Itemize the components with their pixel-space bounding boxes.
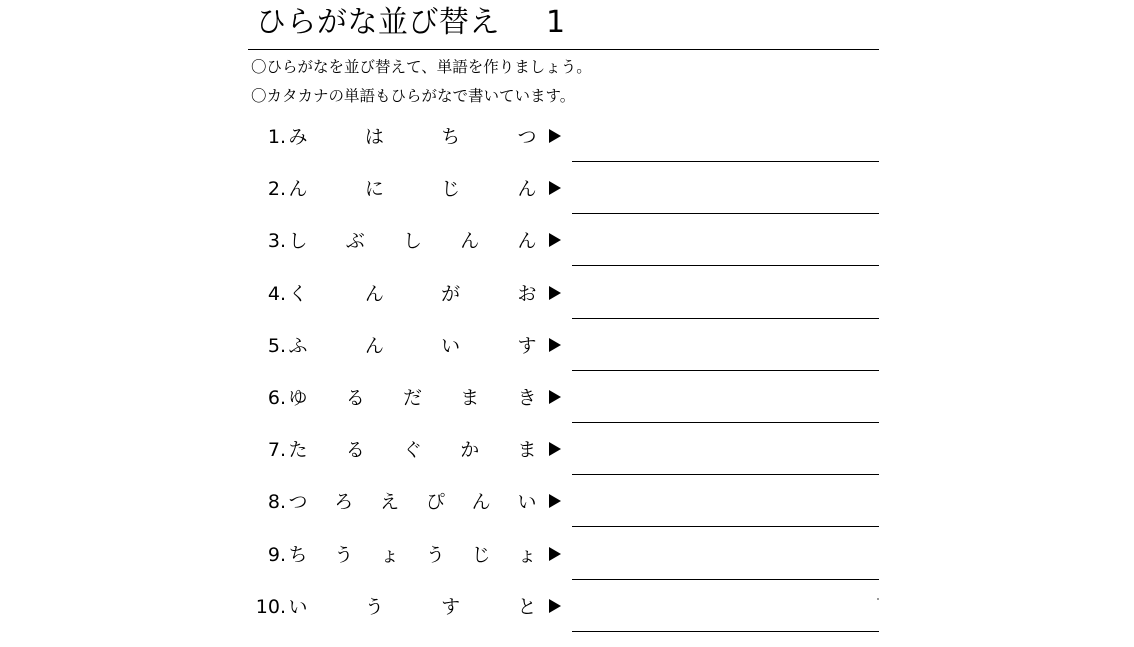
right-triangle-icon (549, 286, 561, 300)
scrambled-character: ょ (380, 543, 400, 566)
right-triangle-icon (549, 547, 561, 561)
scrambled-character: お (517, 282, 537, 305)
answer-line[interactable] (572, 161, 879, 162)
scrambled-character: ん (460, 230, 480, 253)
answer-line[interactable] (572, 265, 879, 266)
scrambled-character: う (364, 595, 384, 618)
question-row (0, 595, 1134, 647)
question-row (0, 229, 1134, 281)
title-row (256, 4, 879, 44)
scrambled-character: ん (471, 491, 491, 514)
answer-line[interactable] (572, 213, 879, 214)
question-number: 1. (267, 126, 286, 148)
question-row (0, 490, 1134, 542)
scrambled-character: え (380, 491, 400, 514)
answer-line[interactable] (572, 370, 879, 371)
title-divider (248, 49, 879, 50)
scrambled-character: く (288, 282, 308, 305)
question-row (0, 177, 1134, 229)
scrambled-character: か (460, 439, 480, 462)
scrambled-character: す (517, 334, 537, 357)
scrambled-character: ん (517, 230, 537, 253)
worksheet-number: 1 (546, 5, 566, 40)
scrambled-character: つ (517, 126, 537, 148)
question-number: 2. (267, 178, 286, 201)
scrambled-character: つ (288, 491, 308, 514)
question-number: 9. (267, 543, 286, 566)
scrambled-character: ん (517, 178, 537, 201)
scrambled-character: す (441, 595, 461, 618)
scrambled-character: ゆ (288, 387, 308, 409)
scrambled-character: ん (288, 178, 308, 201)
scrambled-character: ち (288, 543, 308, 566)
scrambled-character: る (345, 387, 365, 409)
scrambled-character: い (517, 491, 537, 514)
page-title: ひらがな並び替え (256, 5, 500, 40)
scrambled-character: は (364, 126, 384, 148)
scrambled-character: ふ (288, 334, 308, 357)
scrambled-character: し (402, 230, 422, 253)
scrambled-character: に (364, 178, 384, 201)
scrambled-character: じ (441, 178, 461, 201)
question-number: 8. (267, 491, 286, 514)
question-number: 4. (267, 282, 286, 305)
answer-line[interactable] (572, 474, 879, 475)
scrambled-character: き (517, 387, 537, 409)
scrambled-character: ぴ (425, 491, 445, 514)
scrambled-character: い (441, 334, 461, 357)
scrambled-character: ま (517, 439, 537, 462)
right-triangle-icon (549, 442, 561, 456)
scrambled-character: ん (364, 334, 384, 357)
scrambled-character: ぶ (345, 230, 365, 253)
scrambled-character: ろ (334, 491, 354, 514)
scrambled-character: が (441, 282, 461, 305)
scrambled-character: ち (441, 126, 461, 148)
scrambled-character: み (288, 126, 308, 148)
right-triangle-icon (549, 494, 561, 508)
question-number: 3. (267, 230, 286, 253)
question-row (0, 282, 1134, 334)
scrambled-character: ん (364, 282, 384, 305)
scrambled-character: た (288, 439, 308, 462)
answer-line[interactable] (572, 526, 879, 527)
right-triangle-icon (549, 181, 561, 195)
right-triangle-icon (549, 129, 561, 143)
question-number: 5. (267, 334, 286, 357)
scrambled-character: う (425, 543, 445, 566)
question-row (0, 543, 1134, 595)
scrambled-character: ょ (517, 543, 537, 566)
answer-line[interactable] (572, 318, 879, 319)
question-row (0, 438, 1134, 490)
scrambled-character: と (517, 595, 537, 618)
question-number: 6. (267, 387, 286, 409)
scrambled-character: う (334, 543, 354, 566)
question-number: 7. (267, 439, 286, 462)
scrambled-character: い (288, 595, 308, 618)
question-row (0, 334, 1134, 386)
scan-speck (877, 598, 879, 600)
answer-line[interactable] (572, 422, 879, 423)
scrambled-character: ま (460, 387, 480, 409)
question-number: 10. (255, 595, 286, 618)
scrambled-character: じ (471, 543, 491, 566)
question-row (0, 386, 1134, 438)
scrambled-character: し (288, 230, 308, 253)
answer-line[interactable] (572, 631, 879, 632)
right-triangle-icon (549, 338, 561, 352)
answer-line[interactable] (572, 579, 879, 580)
right-triangle-icon (549, 233, 561, 247)
instruction-1: 〇ひらがなを並び替えて、単語を作りましょう。 (251, 58, 592, 76)
right-triangle-icon (549, 599, 561, 613)
scrambled-character: だ (402, 387, 422, 409)
question-row (0, 125, 1134, 177)
right-triangle-icon (549, 390, 561, 404)
scrambled-character: る (345, 439, 365, 462)
instruction-2: 〇カタカナの単語もひらがなで書いています。 (251, 87, 576, 105)
scrambled-character: ぐ (402, 439, 422, 462)
